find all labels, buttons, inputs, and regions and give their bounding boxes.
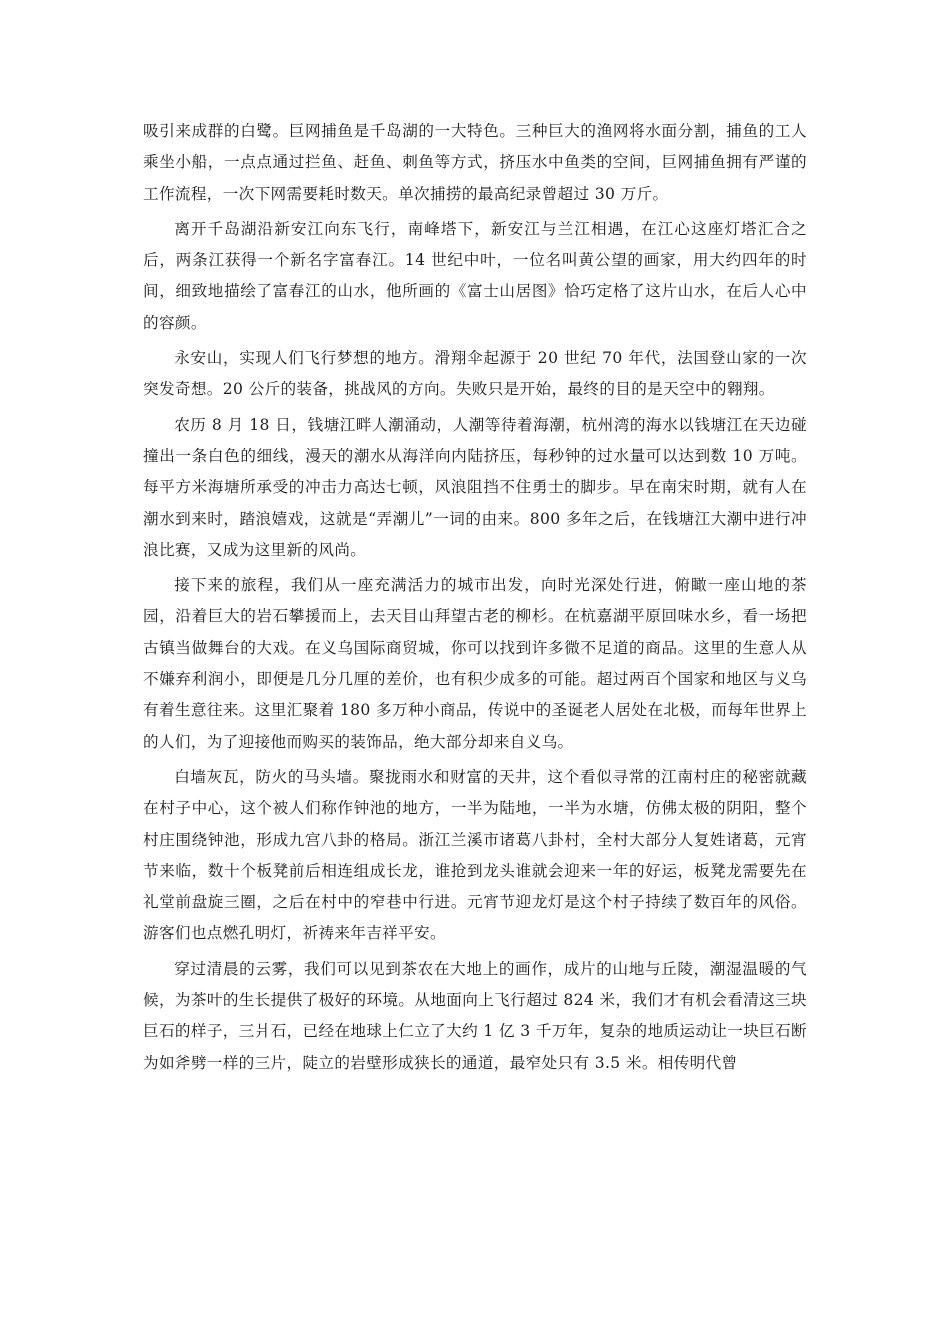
paragraph-4: 农历 8 月 18 日，钱塘江畔人潮涌动，人潮等待着海潮，杭州湾的海水以钱塘江在天边碰撞出一条白色的细线，漫天的潮水从海洋向内陆挤压，每秒钟的过水量可以达到数 10 万吨。每平方米海塘所承受的冲击力高达七顿，风浪阻挡不住勇士的脚步。早在南宋时期，就有人在潮水到来时，踏浪嬉戏，这就是“弄潮儿”一词的由来。800 多年之后，在钱塘江大潮中进行冲浪比赛，又成为这里新的风尚。	[143, 415, 807, 559]
paragraph-2: 离开千岛湖沿新安江向东飞行，南峰塔下，新安江与兰江相遇，在江心这座灯塔汇合之后，两条江获得一个新名字富春江。14 世纪中叶，一位名叫黄公望的画家，用大约四年的时间，细致地描绘了富春江的山水，他所画的《富士山居图》恰巧定格了这片山水，在后人心中的容颜。	[143, 219, 807, 332]
paragraph-6: 白墙灰瓦，防火的马头墙。聚拢雨水和财富的天井，这个看似寻常的江南村庄的秘密就藏在村子中心，这个被人们称作钟池的地方，一半为陆地，一半为水塘，仿佛太极的阴阳，整个村庄围绕钟池，形成九宫八卦的格局。浙江兰溪市诸葛八卦村，全村大部分人复姓诸葛，元宵节来临，数十个板凳前后相连组成长龙，谁抢到龙头谁就会迎来一年的好运，板凳龙需要先在礼堂前盘旋三圈，之后在村中的窄巷中行进。元宵节迎龙灯是这个村子持续了数百年的风俗。游客们也点燃孔明灯，祈祷来年吉祥平安。	[143, 767, 807, 943]
paragraph-1: 吸引来成群的白鹭。巨网捕鱼是千岛湖的一大特色。三种巨大的渔网将水面分割，捕鱼的工人乘坐小船，一点点通过拦鱼、赶鱼、刺鱼等方式，挤压水中鱼类的空间，巨网捕鱼拥有严谨的工作流程，一次下网需要耗时数天。单次捕捞的最高纪录曾超过 30 万斤。	[143, 122, 807, 203]
paragraph-7: 穿过清晨的云雾，我们可以见到茶农在大地上的画作，成片的山地与丘陵，潮湿温暖的气候，为茶叶的生长提供了极好的环境。从地面向上飞行超过 824 米，我们才有机会看清这三块巨石的样子，三爿石，已经在地球上仁立了大约 1 亿 3 千万年，复杂的地质运动让一块巨石断为如斧劈一样的三片，陡立的岩壁形成狭长的通道，最窄处只有 3.5 米。相传明代曾	[143, 959, 807, 1072]
paragraph-5: 接下来的旅程，我们从一座充满活力的城市出发，向时光深处行进，俯瞰一座山地的茶园，沿着巨大的岩石攀援而上，去天目山拜望古老的柳杉。在杭嘉湖平原回味水乡，看一场把古镇当做舞台的大戏。在义乌国际商贸城，你可以找到许多微不足道的商品。这里的生意人从不嫌弃利润小，即便是几分几厘的差价，也有积少成多的可能。超过两百个国家和地区与义乌有着生意往来。这里汇聚着 180 多万种小商品，传说中的圣诞老人居处在北极，而每年世界上的人们，为了迎接他而购买的装饰品，绝大部分却来自义乌。	[143, 576, 807, 751]
paragraph-3: 永安山，实现人们飞行梦想的地方。滑翔伞起源于 20 世纪 70 年代，法国登山家的一次突发奇想。20 公斤的装备，挑战风的方向。失败只是开始，最终的目的是天空中的翱翔。	[143, 349, 807, 399]
document-body	[143, 116, 807, 1083]
